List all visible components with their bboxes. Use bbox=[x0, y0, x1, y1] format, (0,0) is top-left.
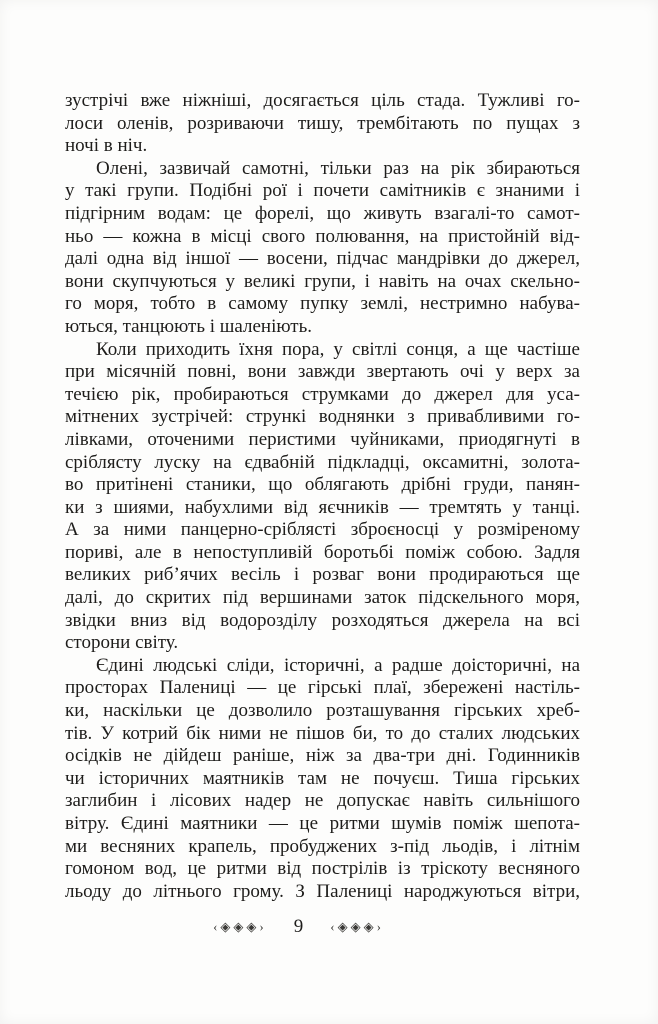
text-line: Коли приходить їхня пора, у світлі сонця, а ще частіше bbox=[96, 338, 580, 360]
text-line: далі одна від іншої — восени, підчас мандрівки до джерел, bbox=[65, 248, 580, 270]
text-line: пориві, але в непоступливій боротьбі поміж собою. Задля bbox=[65, 541, 580, 563]
footer-ornament-left-icon: ‹◈◈◈› bbox=[213, 919, 267, 935]
text-line: підгірним водам: це форелі, що живуть взагалі-то самот- bbox=[65, 202, 580, 224]
text-line: зустрічі вже ніжніші, досягається ціль стада. Тужливі го- bbox=[65, 90, 580, 111]
text-line: ки, наскільки це дозволило розташування гірських хреб- bbox=[65, 700, 580, 722]
text-block bbox=[65, 90, 580, 903]
text-line: Єдині людські сліди, історичні, а радше доісторичні, на bbox=[96, 654, 580, 676]
text-line: осідків не дійдеш раніше, ніж за два-три дні. Годинників bbox=[65, 745, 580, 767]
text-line: лоси оленів, розриваючи тишу, трембітають по пущах з bbox=[65, 112, 580, 134]
text-line: ються, танцюють і шаленіють. bbox=[65, 315, 313, 337]
text-line: течією рік, пробираються струмками до джерел для уса- bbox=[65, 383, 580, 405]
page-number: 9 bbox=[293, 916, 304, 938]
text-line: Олені, зазвичай самотні, тільки раз на рік збираються bbox=[96, 157, 580, 179]
text-line: заглибин і лісових надер не допускає навіть сильнішого bbox=[65, 790, 580, 812]
text-line: звідки вниз від водорозділу розходяться джерела на всі bbox=[65, 609, 580, 631]
text-line: льоду до літнього грому. З Палениці народжуються вітри, bbox=[65, 880, 580, 902]
text-line: во притінені станики, що облягають дрібні груди, панян- bbox=[65, 474, 580, 496]
text-line: сріблясту луску на єдвабній підкладці, оксамитні, золота- bbox=[65, 451, 580, 473]
text-line: далі, до скритих під вершинами заток підскельного моря, bbox=[65, 587, 580, 609]
text-line: сторони світу. bbox=[65, 632, 179, 654]
text-line: при місячній повні, вони завжди звертають очі у верх за bbox=[65, 361, 580, 383]
text-line: ньо — кожна в місці свого полювання, на пристойній від- bbox=[65, 225, 580, 247]
text-line: ночі в ніч. bbox=[65, 135, 148, 157]
text-line: чи історичних маятників там не почуєш. Тиша гірських bbox=[65, 767, 580, 789]
text-line: го моря, тобто в самому пупку землі, нестримно набува- bbox=[65, 293, 580, 315]
text-line: вітру. Єдині маятники — це ритми шумів поміж шепота- bbox=[65, 813, 580, 834]
text-line: гомоном вод, це ритми від пострілів із тріскоту весняного bbox=[65, 858, 580, 880]
text-line: великих риб’ячих весіль і розваг вони продираються ще bbox=[65, 564, 580, 586]
footer-ornament-right-icon: ‹◈◈◈› bbox=[330, 919, 384, 935]
text-line: лівками, оточеними перистими чуйниками, приодягнуті в bbox=[65, 428, 580, 450]
text-line: вони скупчуються у великі групи, і навіть на очах скельно- bbox=[65, 270, 580, 292]
text-line: ми весняних крапель, пробуджених з-під льодів, і літнім bbox=[65, 835, 580, 857]
text-line: мітнених зустрічей: стрункі воднянки з привабливими го- bbox=[65, 406, 580, 428]
page-footer bbox=[41, 916, 556, 938]
text-line: у такі групи. Подібні рої і почети самітників є знаними і bbox=[65, 180, 580, 202]
text-line: А за ними панцерно-сріблясті зброєносці у розміреному bbox=[65, 519, 580, 541]
text-line: ки з шиями, набухлими від яєчників — тремтять у танці. bbox=[65, 496, 580, 518]
text-line: просторах Палениці — це гірські плаї, збережені настіль- bbox=[65, 677, 580, 699]
text-line: тів. У котрий бік ними не пішов би, то до сталих людських bbox=[65, 722, 580, 744]
